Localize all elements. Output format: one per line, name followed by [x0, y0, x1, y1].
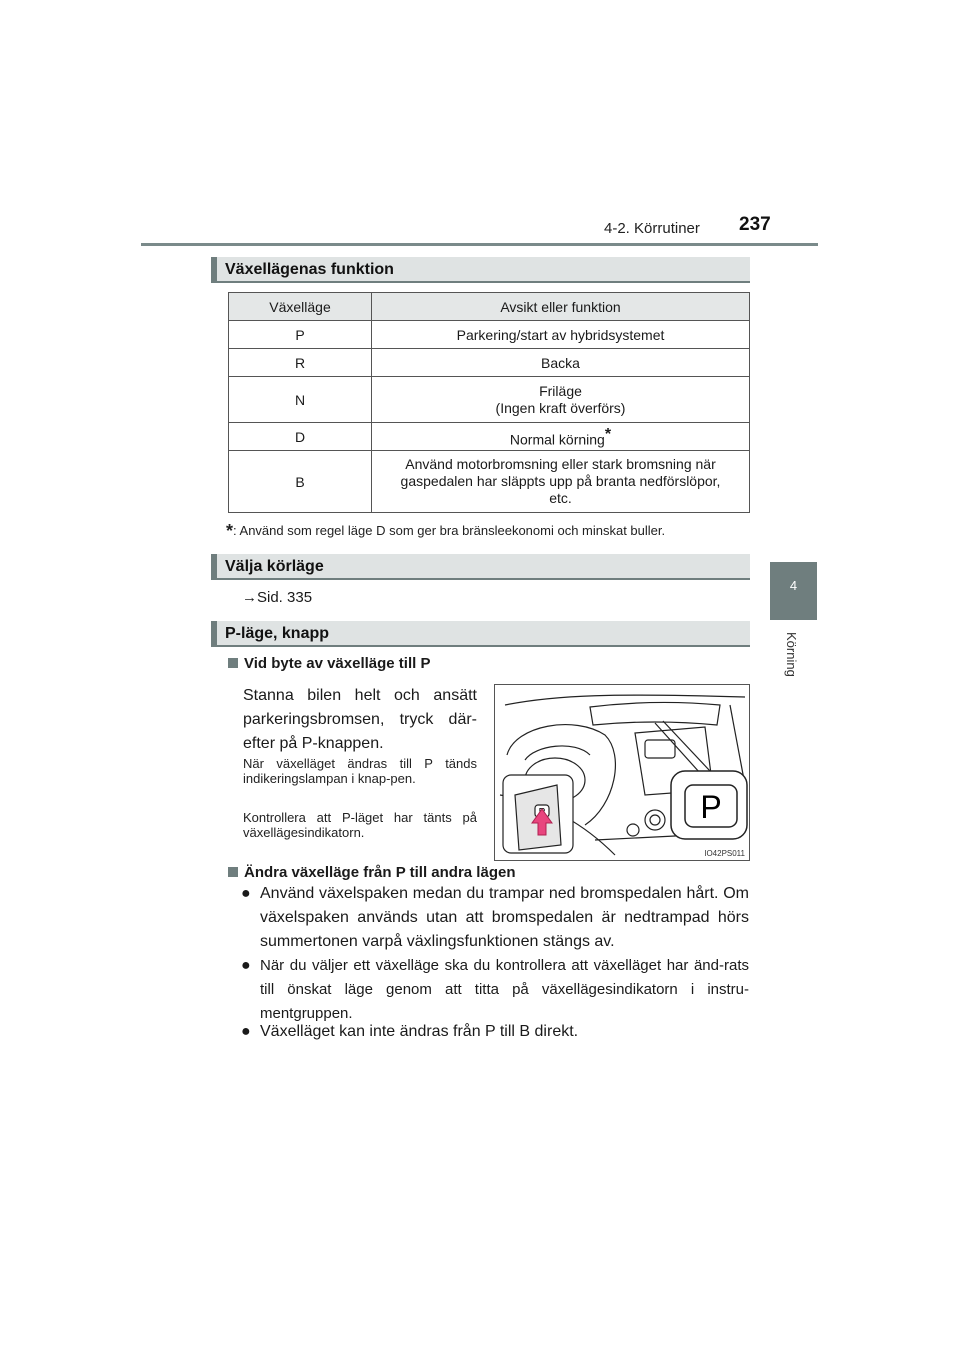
gear-table	[228, 292, 750, 513]
footnote-mark: *	[226, 521, 234, 541]
table-cell-function-text: Normal körning	[509, 431, 605, 448]
dashboard-illustration	[494, 684, 750, 861]
table-header-row	[229, 293, 750, 321]
table-header-gear: Växelläge	[229, 293, 372, 321]
note-text: Kontrollera att P-läget har tänts på växellägesindikatorn.	[243, 810, 477, 840]
instruction-text: Stanna bilen helt och ansätt parkeringsbromsen, tryck där-efter på P-knappen.	[243, 687, 477, 752]
chapter-number: 4	[789, 578, 798, 593]
table-row	[229, 321, 750, 349]
section-heading-drive-mode	[211, 554, 750, 580]
list-item-text: Växelläget kan inte ändras från P till B direkt.	[260, 1023, 579, 1040]
section-heading-text: Välja körläge	[225, 558, 324, 575]
table-cell-gear: R	[229, 349, 372, 377]
subheading-change-from-p	[228, 864, 516, 881]
bullet-icon: ●	[241, 957, 251, 974]
chapter-label: Körning	[784, 632, 799, 677]
footnote-text: : Använd som regel läge D som ger bra bränsleekonomi och minskat buller.	[233, 523, 666, 538]
list-item	[241, 882, 749, 954]
square-bullet-icon	[228, 658, 238, 668]
footnote	[226, 521, 665, 542]
list-item	[241, 1020, 749, 1044]
footnote-marker: *	[604, 425, 612, 443]
list-item-text: När du väljer ett växelläge ska du kontrollera att växelläget har änd-rats till önskat läge genom att titta på växellägesindikatorn i instru-mentgruppen.	[260, 957, 749, 1022]
table-cell-function	[372, 423, 750, 451]
section-heading-text: P-läge, knapp	[225, 625, 330, 642]
page-number: 237	[739, 214, 771, 235]
bullet-icon: ●	[241, 885, 251, 902]
subheading-text: Vid byte av växelläge till P	[244, 655, 431, 672]
section-heading-gear-function	[211, 257, 750, 283]
section-heading-p-button	[211, 621, 750, 647]
figure-code: IO42PS011	[704, 849, 745, 858]
header-section-title: 4-2. Körrutiner	[604, 220, 700, 237]
square-bullet-icon	[228, 867, 238, 877]
table-cell-gear: D	[229, 423, 372, 451]
header-divider	[141, 243, 818, 246]
note-text: När växelläget ändras till P tänds indikeringslampan i knap-pen.	[243, 756, 477, 786]
fig-callout-label: P	[700, 789, 722, 825]
table-cell-function: Friläge (Ingen kraft överförs)	[372, 377, 750, 423]
section-heading-text: Växellägenas funktion	[225, 261, 394, 278]
table-cell-function: Parkering/start av hybridsystemet	[372, 321, 750, 349]
table-cell-gear: P	[229, 321, 372, 349]
subheading-text: Ändra växelläge från P till andra lägen	[244, 864, 516, 881]
dashboard-drawing	[495, 685, 750, 861]
bullet-icon: ●	[241, 1023, 251, 1040]
table-row	[229, 377, 750, 423]
page-reference-link[interactable]: →Sid. 335	[242, 589, 313, 606]
table-cell-gear: B	[229, 451, 372, 513]
subheading-change-to-p	[228, 655, 430, 672]
table-row	[229, 451, 750, 513]
table-cell-function: Backa	[372, 349, 750, 377]
table-row	[229, 349, 750, 377]
table-cell-gear: N	[229, 377, 372, 423]
table-header-function: Avsikt eller funktion	[372, 293, 750, 321]
table-cell-function: Använd motorbromsning eller stark bromsning när gaspedalen har släppts upp på branta nedförslöpor, etc.	[372, 451, 750, 513]
list-item	[241, 954, 749, 1026]
list-item-text: Använd växelspaken medan du trampar ned bromspedalen hårt. Om växelspaken används utan att bromspedalen är nedtrampad hörs summertonen varpå växlingsfunktionen stängs av.	[260, 885, 749, 950]
table-row	[229, 423, 750, 451]
chapter-tab	[770, 562, 817, 620]
